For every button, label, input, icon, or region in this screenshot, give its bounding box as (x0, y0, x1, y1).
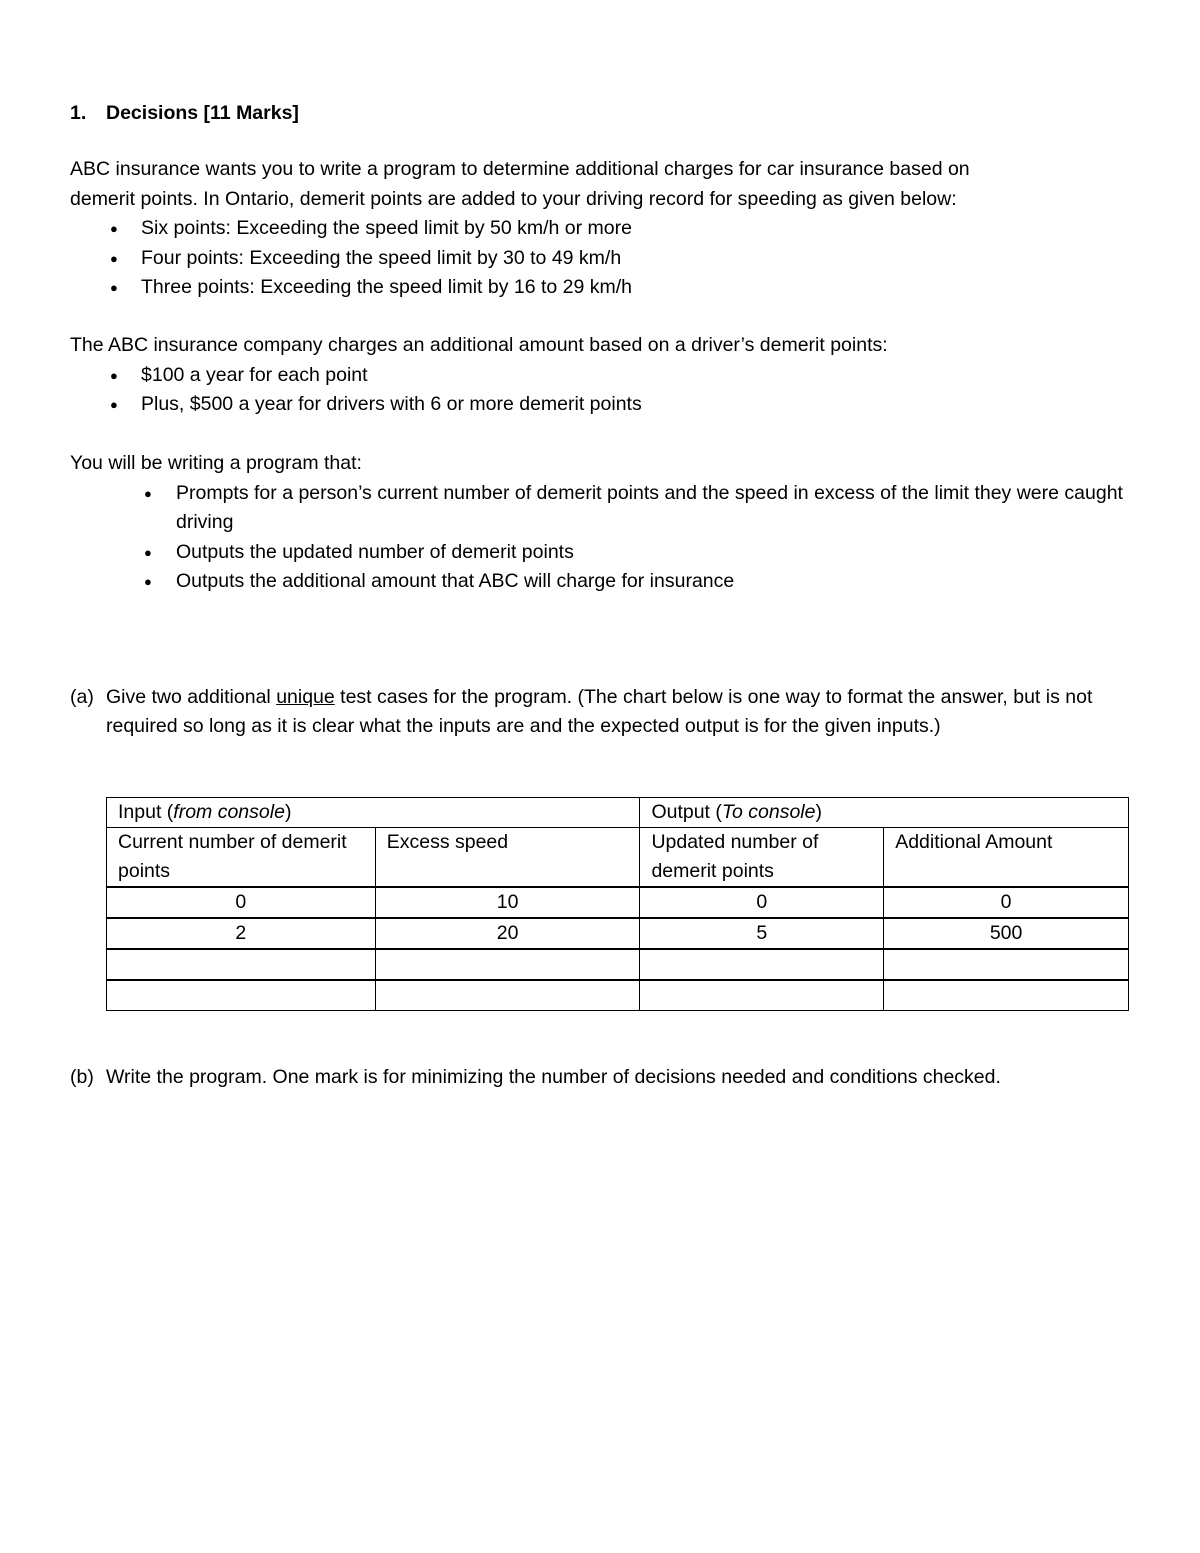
question-heading (70, 99, 299, 129)
table-cell: 10 (375, 887, 640, 918)
table-cell: 0 (884, 887, 1129, 918)
output-group-header (640, 798, 1129, 828)
list-item: ● Outputs the updated number of demerit points (70, 538, 1126, 568)
part-b-text: Write the program. One mark is for minimizing the number of decisions needed and conditions checked. (106, 1066, 1001, 1088)
column-header: Additional Amount (884, 828, 1129, 888)
output-label: Output ( (651, 801, 722, 823)
program-requirements-list (70, 479, 1126, 597)
intro-section (70, 155, 970, 303)
input-paren-close: ) (284, 801, 292, 823)
part-a-text (106, 683, 1136, 741)
program-intro: You will be writing a program that: (70, 452, 362, 474)
table-cell: 0 (640, 887, 884, 918)
table-row (107, 918, 1129, 949)
intro-line-1: ABC insurance wants you to write a program to determine additional charges for car insurance based on (70, 158, 970, 180)
table-row (107, 887, 1129, 918)
column-header: Current number of demerit points (107, 828, 376, 888)
table-cell (107, 949, 376, 980)
part-a-label: (a) (70, 686, 94, 708)
test-cases-table (106, 797, 1129, 1011)
table-cell: 0 (107, 887, 376, 918)
table-cell (107, 980, 376, 1011)
table-group-header-row (107, 798, 1129, 828)
table-cell: 2 (107, 918, 376, 949)
list-item: ● Prompts for a person’s current number of demerit points and the speed in excess of the limit they were caught driving (70, 479, 1126, 538)
question-number: 1. (70, 102, 87, 124)
part-a-text-before: Give two additional (106, 686, 277, 708)
column-header: Excess speed (375, 828, 640, 888)
column-header: Updated number of demerit points (640, 828, 884, 888)
list-item: ● $100 a year for each point (70, 361, 888, 391)
table-cell (375, 980, 640, 1011)
input-group-header (107, 798, 640, 828)
demerit-points-list (70, 214, 970, 303)
list-item: ● Outputs the additional amount that ABC will charge for insurance (70, 567, 1126, 597)
part-a-underlined-word: unique (276, 686, 335, 708)
table-cell (640, 980, 884, 1011)
charges-section (70, 331, 888, 420)
table-cell (375, 949, 640, 980)
table-cell (884, 949, 1129, 980)
table-cell: 500 (884, 918, 1129, 949)
list-item: ● Three points: Exceeding the speed limit by 16 to 29 km/h (70, 273, 970, 303)
list-item: ● Six points: Exceeding the speed limit by 50 km/h or more (70, 214, 970, 244)
output-target: To console (721, 801, 816, 823)
question-title: Decisions [11 Marks] (106, 102, 299, 124)
table-cell: 20 (375, 918, 640, 949)
table-row (107, 949, 1129, 980)
input-label: Input ( (118, 801, 174, 823)
intro-line-2: demerit points. In Ontario, demerit points are added to your driving record for speeding as given below: (70, 187, 957, 210)
table-cell (884, 980, 1129, 1011)
table-column-header-row (107, 828, 1129, 888)
list-item: ● Plus, $500 a year for drivers with 6 or more demerit points (70, 390, 888, 420)
part-a-text-after: test cases for the program. (The chart below is one way to format the answer, but is not required so long as it is clear what the inputs are and the expected output is for the given inputs.) (106, 686, 1093, 737)
table-cell (640, 949, 884, 980)
charges-list (70, 361, 888, 420)
table-cell: 5 (640, 918, 884, 949)
table-row (107, 980, 1129, 1011)
output-paren-close: ) (815, 801, 822, 823)
charges-intro: The ABC insurance company charges an additional amount based on a driver’s demerit points: (70, 334, 888, 356)
input-source: from console (173, 801, 285, 823)
list-item: ● Four points: Exceeding the speed limit by 30 to 49 km/h (70, 244, 970, 274)
part-b-label: (b) (70, 1066, 94, 1088)
program-section (70, 449, 1126, 597)
